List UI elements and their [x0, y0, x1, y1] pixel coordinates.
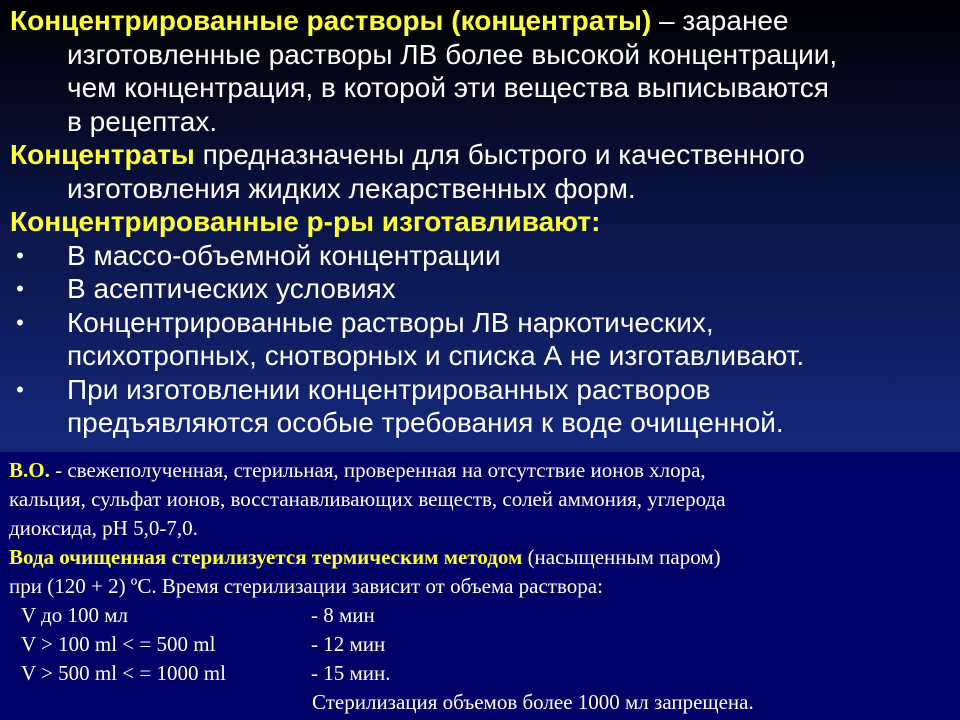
definition-line-2: изготовленные растворы ЛВ более высокой концентрации,	[67, 38, 838, 70]
water-line-2: при (120 + 2) ºС. Время стерилизации зависит от объема раствора:	[9, 574, 603, 598]
water-line-1	[9, 543, 951, 572]
water-line-1-rest: (насыщенным паром)	[522, 545, 721, 569]
bullet-icon: •	[16, 309, 24, 335]
bullet-icon: •	[16, 376, 24, 402]
definition-line-3: чем концентрация, в которой эти вещества выписываются	[67, 72, 829, 103]
sterilization-time: - 15 мин.	[311, 661, 391, 685]
definition-line-4: в рецептах.	[67, 105, 218, 137]
sterilization-row	[9, 659, 951, 688]
bullet-item	[10, 306, 950, 373]
bullet-item	[10, 373, 950, 440]
bullet-line: В асептических условиях	[67, 273, 396, 304]
bullet-icon: •	[16, 276, 24, 301]
vo-label: В.О.	[9, 458, 50, 482]
bullet-item	[10, 272, 950, 306]
bullet-line: психотропных, снотворных и списка А не изготавливают.	[67, 340, 805, 371]
sterilization-time: - 12 мин	[311, 632, 386, 656]
definition-line-1	[10, 4, 950, 38]
preparation-heading	[10, 205, 950, 239]
purpose-term: Концентраты	[10, 139, 195, 170]
sterilization-row	[9, 601, 951, 630]
sterilization-prohibition: Стерилизация объемов более 1000 мл запрещена.	[312, 690, 754, 714]
vo-line-3: диоксида, рН 5,0-7,0.	[9, 516, 198, 540]
vo-line-2: кальция, сульфат ионов, восстанавливающих веществ, солей аммония, углерода	[9, 487, 726, 511]
definition-line-1-rest: – заранее	[651, 5, 789, 36]
purpose-paragraph	[10, 138, 950, 205]
bullet-line: предъявляются особые требования к воде очищенной.	[67, 407, 784, 438]
bullet-icon: •	[16, 242, 24, 268]
bullet-item	[10, 239, 950, 273]
purpose-line-1-rest: предназначены для быстрого и качественного	[194, 139, 805, 170]
purpose-line-1	[10, 138, 950, 172]
preparation-heading-text: Концентрированные р-ры изготавливают:	[10, 206, 601, 237]
bullet-line: При изготовлении концентрированных растворов	[67, 373, 711, 405]
bullet-line: В массо-объемной концентрации	[67, 239, 501, 271]
water-requirements-box	[0, 452, 960, 720]
sterilization-row	[9, 630, 951, 659]
purpose-line-2: изготовления жидких лекарственных форм.	[67, 172, 636, 204]
sterilization-volume: V до 100 мл	[21, 603, 128, 627]
vo-line-1	[9, 456, 951, 485]
bullet-line: Концентрированные растворы ЛВ наркотических,	[67, 306, 714, 338]
sterilization-volume: V > 100 ml < = 500 ml	[21, 632, 216, 656]
slide-main-text	[10, 4, 950, 440]
definition-paragraph	[10, 4, 950, 138]
sterilization-time: - 8 мин	[311, 603, 375, 627]
vo-line-1-rest: - свежеполученная, стерильная, проверенная на отсутствие ионов хлора,	[49, 458, 706, 482]
water-highlight: Вода очищенная стерилизуется термическим методом	[9, 545, 523, 569]
sterilization-volume: V > 500 ml < = 1000 ml	[21, 661, 226, 685]
definition-term: Концентрированные растворы (концентраты)	[10, 5, 652, 36]
